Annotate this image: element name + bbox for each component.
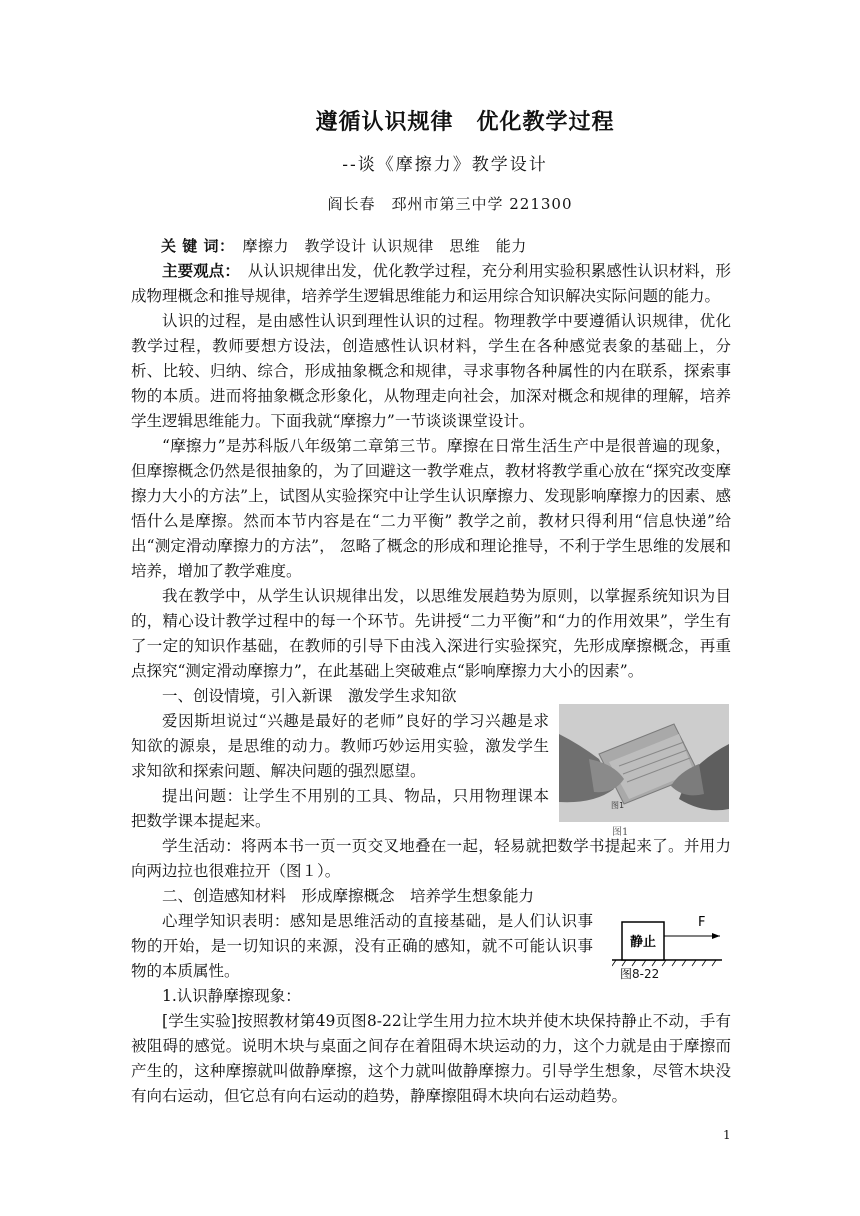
main-point-label: 主要观点： [162,262,233,280]
paragraph-8: [学生实验]按照教材第49页图8-22让学生用力拉木块并使木块保持静止不动，手有被阻碍的感觉。说明木块与桌面之间存在着阻碍木块运动的力，这个力就是由于摩擦而产生的，这种摩擦就叫做静摩擦，这个力就叫做静摩擦力。引导学生想象，尽管木块没有向右运动，但它总有向右运动的趋势，静摩擦阻碍木块向右运动趋势。 [131,1012,731,1105]
main-point [131,259,731,309]
paragraph-2: “摩擦力”是苏科版八年级第二章第三节。摩擦在日常生活生产中是很普遍的现象，但摩擦概念仍然是很抽象的，为了回避这一教学难点，教材将教学重心放在“探究改变摩擦力大小的方法”上，试图从实验探究中让学生认识摩擦力、发现影响摩擦力的因素、感悟什么是摩擦。然而本节内容是在“二力平衡” 教学之前，教材只得利用“信息快递”给出“测定滑动摩擦力的方法”， 忽略了概念的形成和理论推导，不利于学生思维的发展和培养，增加了教学难度。 [131,437,731,580]
figure-8-22-caption: 图8-22 [620,967,660,981]
author-line: 阎长春 邳州市第三中学 221300 [327,195,573,213]
section-heading-1: 一、创设情境，引入新课 激发学生求知欲 [162,687,457,705]
figure-1-inner-label: 图1 [611,801,625,810]
section-heading-3: 1.认识静摩擦现象： [162,987,301,1005]
keywords-text: 摩擦力 教学设计 认识规律 思维 能力 [242,237,527,255]
block-label: 静止 [629,935,657,950]
section-heading-2: 二、创造感知材料 形成摩擦概念 培养学生想象能力 [162,887,535,905]
paragraph-5: 提出问题：让学生不用别的工具、物品，只用物理课本把数学课本提起来。 [131,787,549,830]
paragraph-1: 认识的过程，是由感性认识到理性认识的过程。物理教学中要遵循认识规律，优化教学过程，教师要想方设法，创造感性认识材料，学生在各种感觉表象的基础上，分析、比较、归纳、综合，形成抽象概念和规律，寻求事物各种属性的内在联系，探索事物的本质。进而将抽象概念形象化，从物理走向社会，加深对概念和规律的理解，培养学生逻辑思维能力。下面我就“摩擦力”一节谈谈课堂设计。 [131,312,731,430]
figure-1-photo [559,704,729,822]
keywords-line [131,234,731,259]
paragraph-4: 爱因斯坦说过“兴趣是最好的老师”良好的学习兴趣是求知欲的源泉，是思维的动力。教师巧妙运用实验，激发学生求知欲和探索问题、解决问题的强烈愿望。 [131,712,549,780]
main-point-text: 从认识规律出发，优化教学过程，充分利用实验积累感性认识材料，形成物理概念和推导规律，培养学生逻辑思维能力和运用综合知识解决实际问题的能力。 [131,262,731,305]
page-title: 遵循认识规律 优化教学过程 [315,110,615,135]
force-label: F [698,915,706,930]
paragraph-3: 我在教学中，从学生认识规律出发，以思维发展趋势为原则，以掌握系统知识为目的，精心设计教学过程中的每一个环节。先讲授“二力平衡”和“力的作用效果”，学生有了一定的知识作基础，在教师的引导下由浅入深进行实验探究，先形成摩擦概念，再重点探究“测定滑动摩擦力”，在此基础上突破难点“影响摩擦力大小的因素”。 [131,587,731,680]
paragraph-7: 心理学知识表明：感知是思维活动的直接基础，是人们认识事物的开始，是一切知识的来源，没有正确的感知，就不可能认识事物的本质属性。 [131,912,593,980]
paragraph-6: 学生活动：将两本书一页一页交叉地叠在一起，轻易就把数学书提起来了。并用力向两边拉也很难拉开（图１）。 [131,837,731,880]
page-subtitle: --谈《摩擦力》教学设计 [342,155,548,175]
page-number: 1 [723,1128,731,1142]
figure-1-caption: 图1 [612,827,629,838]
keywords-label: 关 键 词： [161,237,227,255]
